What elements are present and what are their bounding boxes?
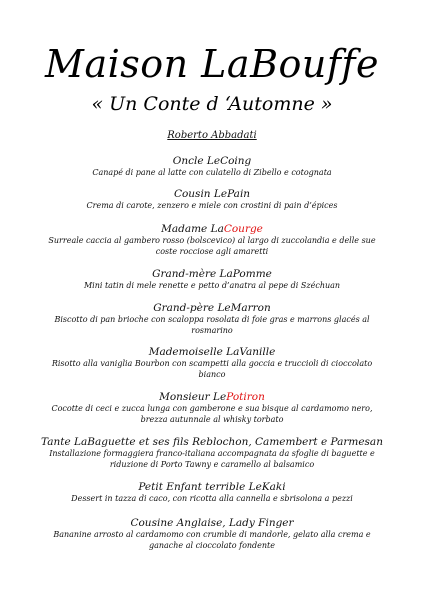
course-grand-mere-lapomme [40, 268, 384, 292]
course-description: Dessert in tazza di caco, con ricotta alla cannella e sbrisolona a pezzi [71, 494, 353, 503]
course-description: Biscotto di pan brioche con scaloppa rosolata di foie gras e marrons glacés al rosmarino [54, 315, 370, 335]
menu-title: « Un Conte d ‘Automne » [91, 93, 333, 115]
course-grand-pere-lemarron [40, 302, 384, 336]
course-name: Grand-père LeMarron [153, 302, 271, 314]
course-petit-enfant-terrible-lekaki [40, 481, 384, 505]
course-cousine-anglaise [40, 517, 384, 551]
course-name-highlight: Courge [223, 223, 263, 235]
course-name-highlight: Potiron [226, 391, 265, 403]
course-description: Mini tatin di mele renette e petto d’anatra al pepe di Széchuan [83, 281, 341, 290]
course-monsieur-lepotiron [40, 391, 384, 425]
course-name-prefix: Monsieur Le [159, 391, 227, 403]
course-name [40, 223, 384, 236]
course-description: Canapé di pane al latte con culatello di Zibello e cotognata [92, 168, 332, 177]
course-description: Bananine arrosto al cardamomo con crumble di mandorle, gelato alla crema e ganache al cioccolato fondente [53, 530, 371, 550]
course-oncle-lecoing [40, 155, 384, 179]
chef-name: Roberto Abbadati [167, 130, 257, 141]
course-name: Tante LaBaguette et ses fils Reblochon, Camembert e Parmesan [41, 436, 383, 448]
course-description: Surreale caccia al gambero rosso (bolscevico) al largo di zuccolandia e delle sue coste rocciose agli amaretti [48, 236, 376, 256]
course-name: Grand-mère LaPomme [152, 268, 272, 280]
course-cousin-lepain [40, 188, 384, 212]
course-madame-lacourge [40, 223, 384, 257]
course-mademoiselle-lavanille [40, 346, 384, 380]
course-name: Petit Enfant terrible LeKaki [138, 481, 286, 493]
course-name-prefix: Madame La [161, 223, 224, 235]
course-description: Installazione formaggiera franco-italiana accompagnata da sfoglie di baguette e riduzione di Porto Tawny e caramello al balsamico [49, 449, 375, 469]
course-description: Crema di carote, zenzero e miele con crostini di pain d’épices [86, 201, 338, 210]
course-name: Cousin LePain [173, 188, 251, 200]
course-name: Mademoiselle LaVanille [148, 346, 276, 358]
course-name [40, 391, 384, 404]
course-name: Oncle LeCoing [172, 155, 252, 167]
course-description: Cocotte di ceci e zucca lunga con gamberone e sua bisque al cardamomo nero, brezza autunnale al whisky torbato [51, 404, 373, 424]
restaurant-name: Maison LaBouffe [45, 42, 379, 86]
course-name: Cousine Anglaise, Lady Finger [130, 517, 294, 529]
course-description: Risotto alla vaniglia Bourbon con scampetti alla goccia e truccioli di cioccolato bianco [51, 359, 373, 379]
course-tante-labaguette [40, 436, 384, 470]
